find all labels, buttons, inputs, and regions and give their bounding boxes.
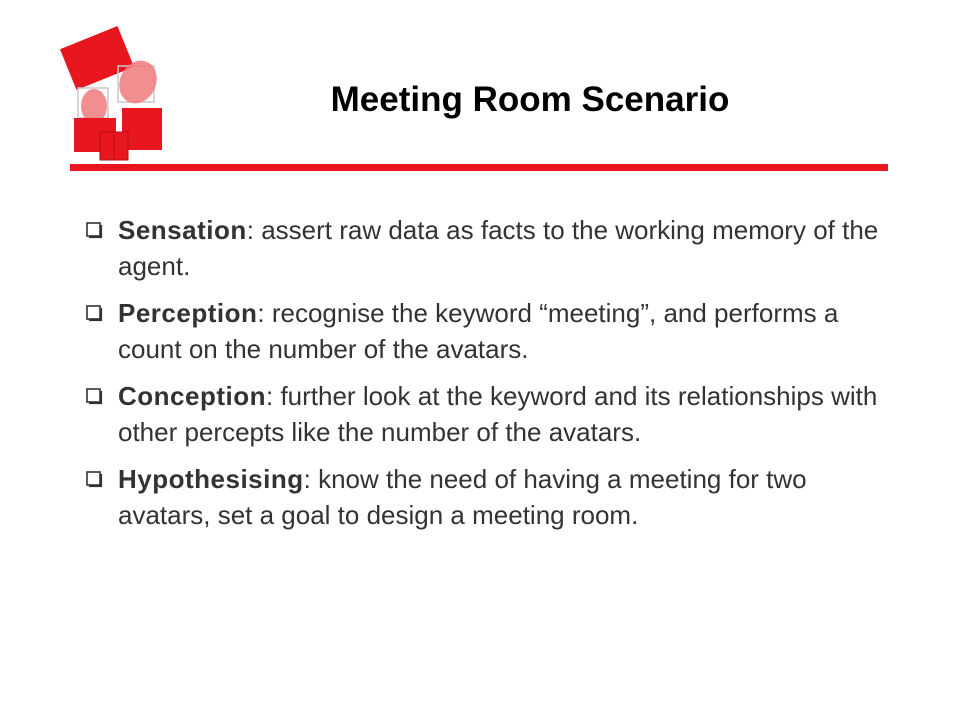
bullet-text: : recognise the keyword “meeting”, and performs a count on the number of the avatars. (118, 298, 839, 364)
slide-title: Meeting Room Scenario (330, 80, 730, 119)
bullet-term: Sensation (118, 215, 247, 245)
bullet-item-sensation (80, 212, 880, 284)
title-divider (70, 164, 888, 171)
hollow-square-icon (86, 471, 103, 488)
bullet-list (80, 212, 880, 544)
bullet-item-conception (80, 378, 880, 450)
bullet-item-hypothesising (80, 461, 880, 533)
bullet-text: : know the need of having a meeting for two avatars, set a goal to design a meeting room. (118, 464, 807, 530)
hollow-square-icon (86, 222, 103, 239)
bullet-term: Conception (118, 381, 266, 411)
bullet-term: Perception (118, 298, 258, 328)
hollow-square-icon (86, 388, 103, 405)
bullet-text: : assert raw data as facts to the working memory of the agent. (118, 215, 879, 281)
tilted-red-squares-logo-icon (60, 22, 170, 167)
bullet-term: Hypothesising (118, 464, 304, 494)
bullet-text: : further look at the keyword and its relationships with other percepts like the number of the avatars. (118, 381, 878, 447)
hollow-square-icon (86, 305, 103, 322)
bullet-item-perception (80, 295, 880, 367)
